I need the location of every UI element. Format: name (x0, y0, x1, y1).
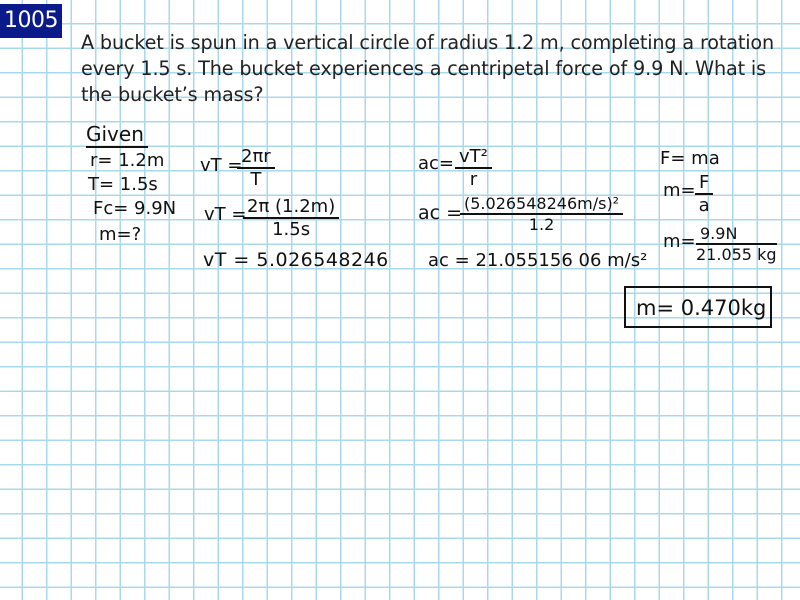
mass-sub-denominator: 21.055 kg (696, 245, 777, 264)
problem-statement: A bucket is spun in a vertical circle of radius 1.2 m, completing a rotation every 1.5 s. The bucket experiences a centripetal force of 9.9 N. What is the bucket’s mass? (81, 31, 775, 106)
mass-rearranged-denominator: a (698, 195, 710, 216)
velocity-formula-lhs: vT = (200, 155, 243, 176)
acceleration-sub-fraction (460, 194, 623, 234)
velocity-formula-denominator: T (250, 169, 262, 190)
problem-number-badge: 1005 (0, 4, 62, 38)
acceleration-sub-lhs: ac = (418, 202, 463, 224)
acceleration-formula-numerator: vT² (455, 146, 492, 169)
velocity-formula-numerator: 2πr (237, 146, 275, 169)
given-period: T= 1.5s (88, 174, 158, 195)
velocity-sub-lhs: vT = (204, 204, 247, 225)
mass-sub-fraction (696, 224, 777, 264)
mass-rearranged-numerator: F (695, 172, 713, 195)
velocity-sub-denominator: 1.5s (272, 219, 311, 240)
mass-sub-numerator: 9.9N (696, 224, 777, 245)
acceleration-formula-denominator: r (469, 169, 478, 190)
final-answer: m= 0.470kg (636, 296, 767, 320)
given-mass-unknown: m=? (99, 224, 142, 245)
acceleration-formula-lhs: ac= (418, 153, 455, 174)
mass-sub-lhs: m= (663, 231, 696, 252)
mass-rearranged-lhs: m= (663, 180, 696, 201)
mass-formula: F= ma (660, 148, 720, 169)
acceleration-sub-numerator: (5.026548246m/s)² (460, 194, 623, 215)
given-heading: Given (86, 122, 148, 148)
acceleration-formula-fraction (455, 146, 492, 190)
given-force: Fc= 9.9N (93, 198, 177, 219)
acceleration-sub-denominator: 1.2 (528, 215, 555, 234)
velocity-sub-fraction (243, 196, 339, 240)
velocity-sub-numerator: 2π (1.2m) (243, 196, 339, 219)
velocity-result: vT = 5.026548246 (203, 249, 389, 271)
acceleration-result: ac = 21.055156 06 m/s² (428, 250, 648, 271)
final-answer-box (624, 286, 772, 328)
velocity-formula-fraction (237, 146, 275, 190)
given-radius: r= 1.2m (90, 150, 165, 171)
mass-rearranged-fraction (695, 172, 713, 216)
